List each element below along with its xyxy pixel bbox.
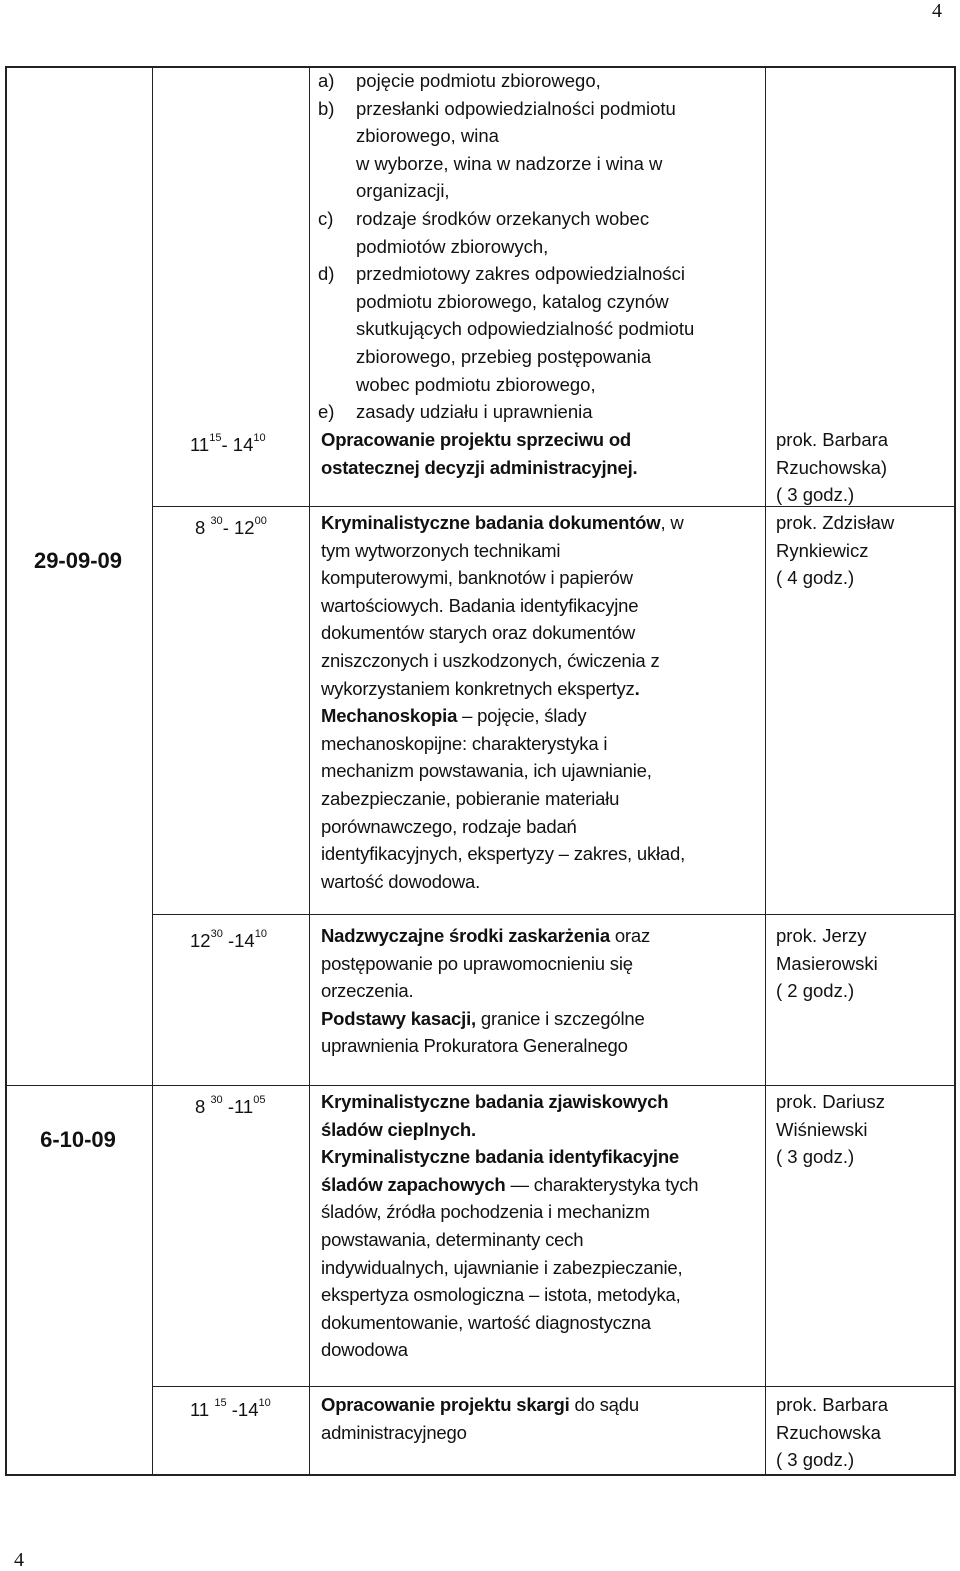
topic-cell-r1: Opracowanie projektu sprzeciwu od ostatecznej decyzji administracyjnej. — [321, 429, 638, 478]
lecturer-cell-r4: prok. Dariusz Wiśniewski ( 3 godz.) — [776, 1091, 885, 1168]
topic-list — [318, 67, 758, 426]
topic-cell-r5: Opracowanie projektu skargi do sądu administracyjnego — [321, 1394, 639, 1443]
time-cell-r5: 11 $^{15}$ $-14^{10}$ — [190, 1397, 271, 1421]
lecturer-cell-r2: prok. Zdzisław Rynkiewicz ( 4 godz.) — [776, 512, 895, 589]
time-cell-r1: $11^{15}-$ $14^{10}$ — [190, 432, 266, 456]
date-cell-2: 6-10-09 — [40, 1127, 116, 1152]
list-item: c) rodzaje środków orzekanych wobec podmiotów zbiorowych, — [318, 207, 650, 257]
topic-cell-r2: Kryminalistyczne badania dokumentów, w tym wytworzonych technikami komputerowymi, banknotów i papierów wartościowych. Badania identyfikacyjne dokumentów starych oraz dokumentów zniszczonych i uszkodzonych, ćwiczenia z wykorzystaniem konkretnych ekspertyz. Mechanoskopia – pojęcie, ślady mechanoskopijne: charakterystyka i mechanizm powstawania, ich ujawnianie, zabezpieczanie, pobieranie materiału porównawczego, rodzaje badań identyfikacyjnych, ekspertyzy – zakres, układ, wartość dowodowa. — [321, 512, 686, 892]
list-item: d) przedmiotowy zakres odpowiedzialności podmiotu zbiorowego, katalog czynów skutkujących odpowiedzialność podmiotu zbiorowego, przebieg postępowania wobec podmiotu zbiorowego, — [318, 263, 695, 395]
lecturer-cell-r3: prok. Jerzy Masierowski ( 2 godz.) — [776, 925, 878, 1002]
list-item: e) zasady udziału i uprawnienia — [318, 401, 593, 423]
time-cell-r4: 8 $^{30}$ $-11^{05}$ — [195, 1094, 266, 1118]
lecturer-cell-r1: prok. Barbara Rzuchowska) ( 3 godz.) — [776, 429, 889, 506]
topic-cell-r4: Kryminalistyczne badania zjawiskowych śladów cieplnych. Kryminalistyczne badania identyfikacyjne śladów zapachowych — charakterystyka tych śladów, źródła pochodzenia i mechanizm powstawania, determinanty cech indywidualnych, ujawnianie i zabezpieczanie, ekspertyza osmologiczna – istota, metodyka, dokumentowanie, wartość diagnostyczna dowodowa — [321, 1091, 699, 1361]
page-number-bottom: 4 — [14, 1549, 24, 1571]
list-item: a) pojęcie podmiotu zbiorowego, — [318, 70, 601, 91]
topic-cell-r3: Nadzwyczajne środki zaskarżenia oraz postępowanie po uprawomocnieniu się orzeczenia. Podstawy kasacji, granice i szczególne uprawnienia Prokuratora Generalnego — [321, 925, 651, 1057]
time-cell-r3: $12^{30}$ $-14^{10}$ — [190, 928, 267, 952]
page-number-top: 4 — [932, 0, 942, 22]
date-cell-1: 29-09-09 — [33, 548, 123, 573]
time-cell-r2: 8 $^{30}$- $12^{00}$ — [195, 515, 267, 539]
list-item: b) przesłanki odpowiedzialności podmiotu zbiorowego, wina w wyborze, wina w nadzorze i wina w organizacji, — [318, 97, 676, 202]
lecturer-cell-r5: prok. Barbara Rzuchowska ( 3 godz.) — [776, 1394, 889, 1471]
